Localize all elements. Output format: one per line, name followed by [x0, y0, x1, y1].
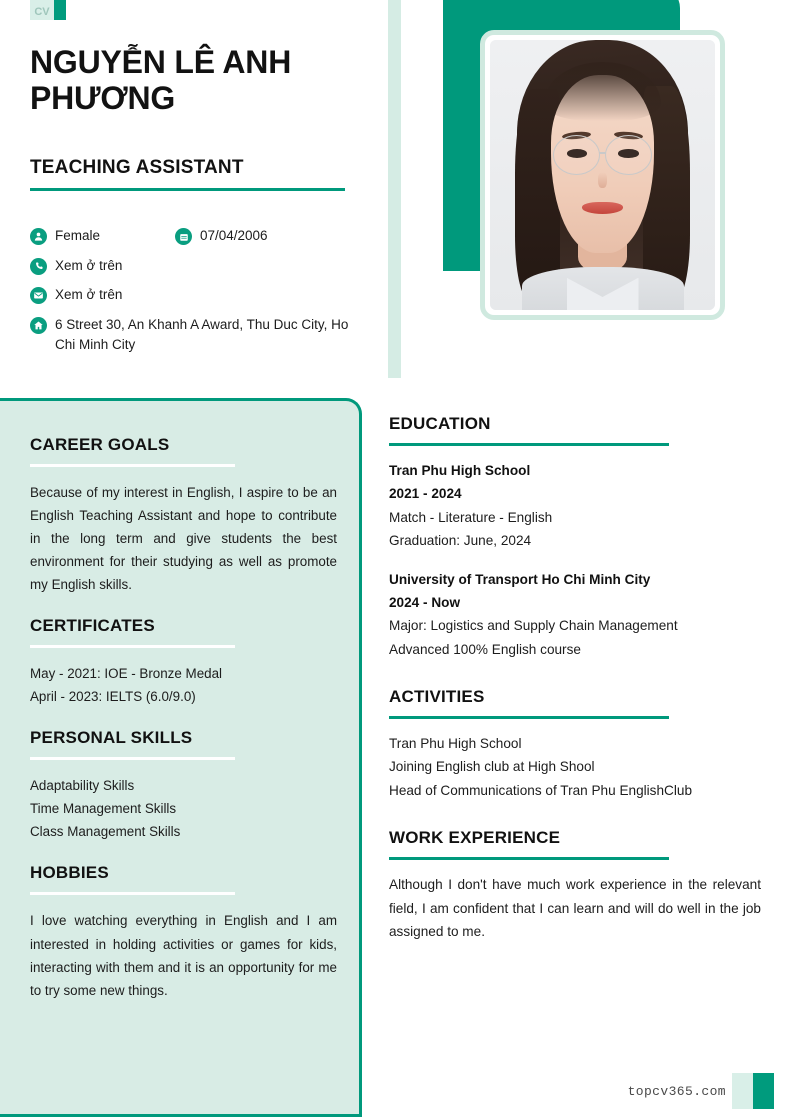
section-personal-skills	[30, 728, 337, 843]
section-divider	[30, 645, 235, 648]
contact-info	[30, 226, 375, 365]
envelope-icon	[30, 287, 47, 304]
section-career-goals	[30, 435, 337, 596]
section-divider	[30, 757, 235, 760]
contact-address	[30, 315, 367, 356]
contact-email-label: Xem ở trên	[55, 287, 123, 303]
personal-skills-list	[30, 774, 337, 843]
certificates-list	[30, 662, 337, 708]
education-institution: University of Transport Ho Chi Minh City	[389, 571, 651, 587]
contact-address-label: 6 Street 30, An Khanh A Award, Thu Duc City, Ho Chi Minh City	[55, 316, 349, 353]
section-activities	[389, 687, 761, 802]
list-item: May - 2021: IOE - Bronze Medal	[30, 666, 223, 682]
job-title: TEACHING ASSISTANT	[30, 157, 244, 178]
title-divider	[30, 188, 345, 191]
section-heading: PERSONAL SKILLS	[30, 728, 193, 748]
candidate-name: NGUYỄN LÊ ANH PHƯƠNG	[30, 44, 292, 117]
education-detail: Match - Literature - English	[389, 509, 553, 525]
list-item: Joining English club at High Shool	[389, 759, 595, 775]
contact-row-gender-birthday	[30, 226, 375, 247]
calendar-icon	[175, 228, 192, 245]
section-certificates	[30, 616, 337, 708]
contact-row-email	[30, 285, 375, 306]
home-icon	[30, 317, 47, 334]
education-detail: Major: Logistics and Supply Chain Management	[389, 618, 678, 634]
section-heading: CAREER GOALS	[30, 435, 170, 454]
list-item: Head of Communications of Tran Phu EnglishClub	[389, 782, 692, 798]
list-item: Adaptability Skills	[30, 778, 135, 794]
list-item: Class Management Skills	[30, 824, 181, 840]
watermark-logo	[732, 1073, 774, 1109]
section-work-experience	[389, 828, 761, 943]
hobbies-body: I love watching everything in English and I am interested in holding activities or games for kids, interacting with them and it is an opportunity for me to try some new things.	[30, 913, 337, 998]
portrait-photo	[490, 40, 715, 310]
watermark-text: topcv365.com	[627, 1083, 726, 1099]
contact-phone	[30, 256, 122, 277]
section-divider	[389, 443, 669, 446]
cv-logo	[30, 0, 66, 20]
phone-icon	[30, 258, 47, 275]
education-period: 2024 - Now	[389, 594, 461, 610]
list-item: Tran Phu High School	[389, 736, 522, 751]
decorative-mint-bar	[388, 0, 401, 378]
section-heading: CERTIFICATES	[30, 616, 155, 636]
contact-gender	[30, 226, 175, 247]
contact-gender-label: Female	[55, 228, 101, 243]
sidebar-panel	[0, 398, 362, 1117]
cv-logo-text: CV	[34, 5, 50, 18]
education-entry	[389, 459, 761, 553]
person-icon	[30, 228, 47, 245]
contact-row-address	[30, 315, 375, 356]
work-experience-body: Although I don't have much work experience in the relevant field, I am confident that I can learn and will do well in the job assigned to me.	[389, 877, 761, 939]
contact-row-phone	[30, 256, 375, 277]
watermark	[628, 1073, 774, 1109]
section-heading: ACTIVITIES	[389, 687, 485, 706]
contact-birthday-label: 07/04/2006	[200, 228, 268, 243]
section-heading: WORK EXPERIENCE	[389, 828, 561, 848]
education-period: 2021 - 2024	[389, 486, 462, 502]
education-detail: Graduation: June, 2024	[389, 533, 532, 549]
photo-frame	[480, 30, 725, 320]
education-institution: Tran Phu High School	[389, 463, 531, 478]
list-item: Time Management Skills	[30, 801, 177, 817]
section-divider	[30, 464, 235, 467]
cv-logo-dark-block	[54, 0, 66, 20]
career-goals-body: Because of my interest in English, I aspire to be an English Teaching Assistant and hope to contribute in the long term and give students the best environment for their studying as well as promote my English skills.	[30, 485, 337, 593]
education-entry	[389, 568, 761, 662]
section-divider	[30, 892, 235, 895]
main-column	[389, 414, 761, 969]
section-hobbies	[30, 863, 337, 1001]
section-heading: HOBBIES	[30, 863, 109, 883]
section-heading: EDUCATION	[389, 414, 491, 433]
section-education	[389, 414, 761, 661]
contact-phone-label: Xem ở trên	[55, 257, 123, 273]
section-divider	[389, 716, 669, 719]
list-item: April - 2023: IELTS (6.0/9.0)	[30, 689, 196, 705]
section-divider	[389, 857, 669, 860]
education-detail: Advanced 100% English course	[389, 641, 581, 657]
contact-email	[30, 285, 122, 306]
contact-birthday	[175, 226, 268, 247]
cv-logo-light-block	[30, 0, 54, 20]
